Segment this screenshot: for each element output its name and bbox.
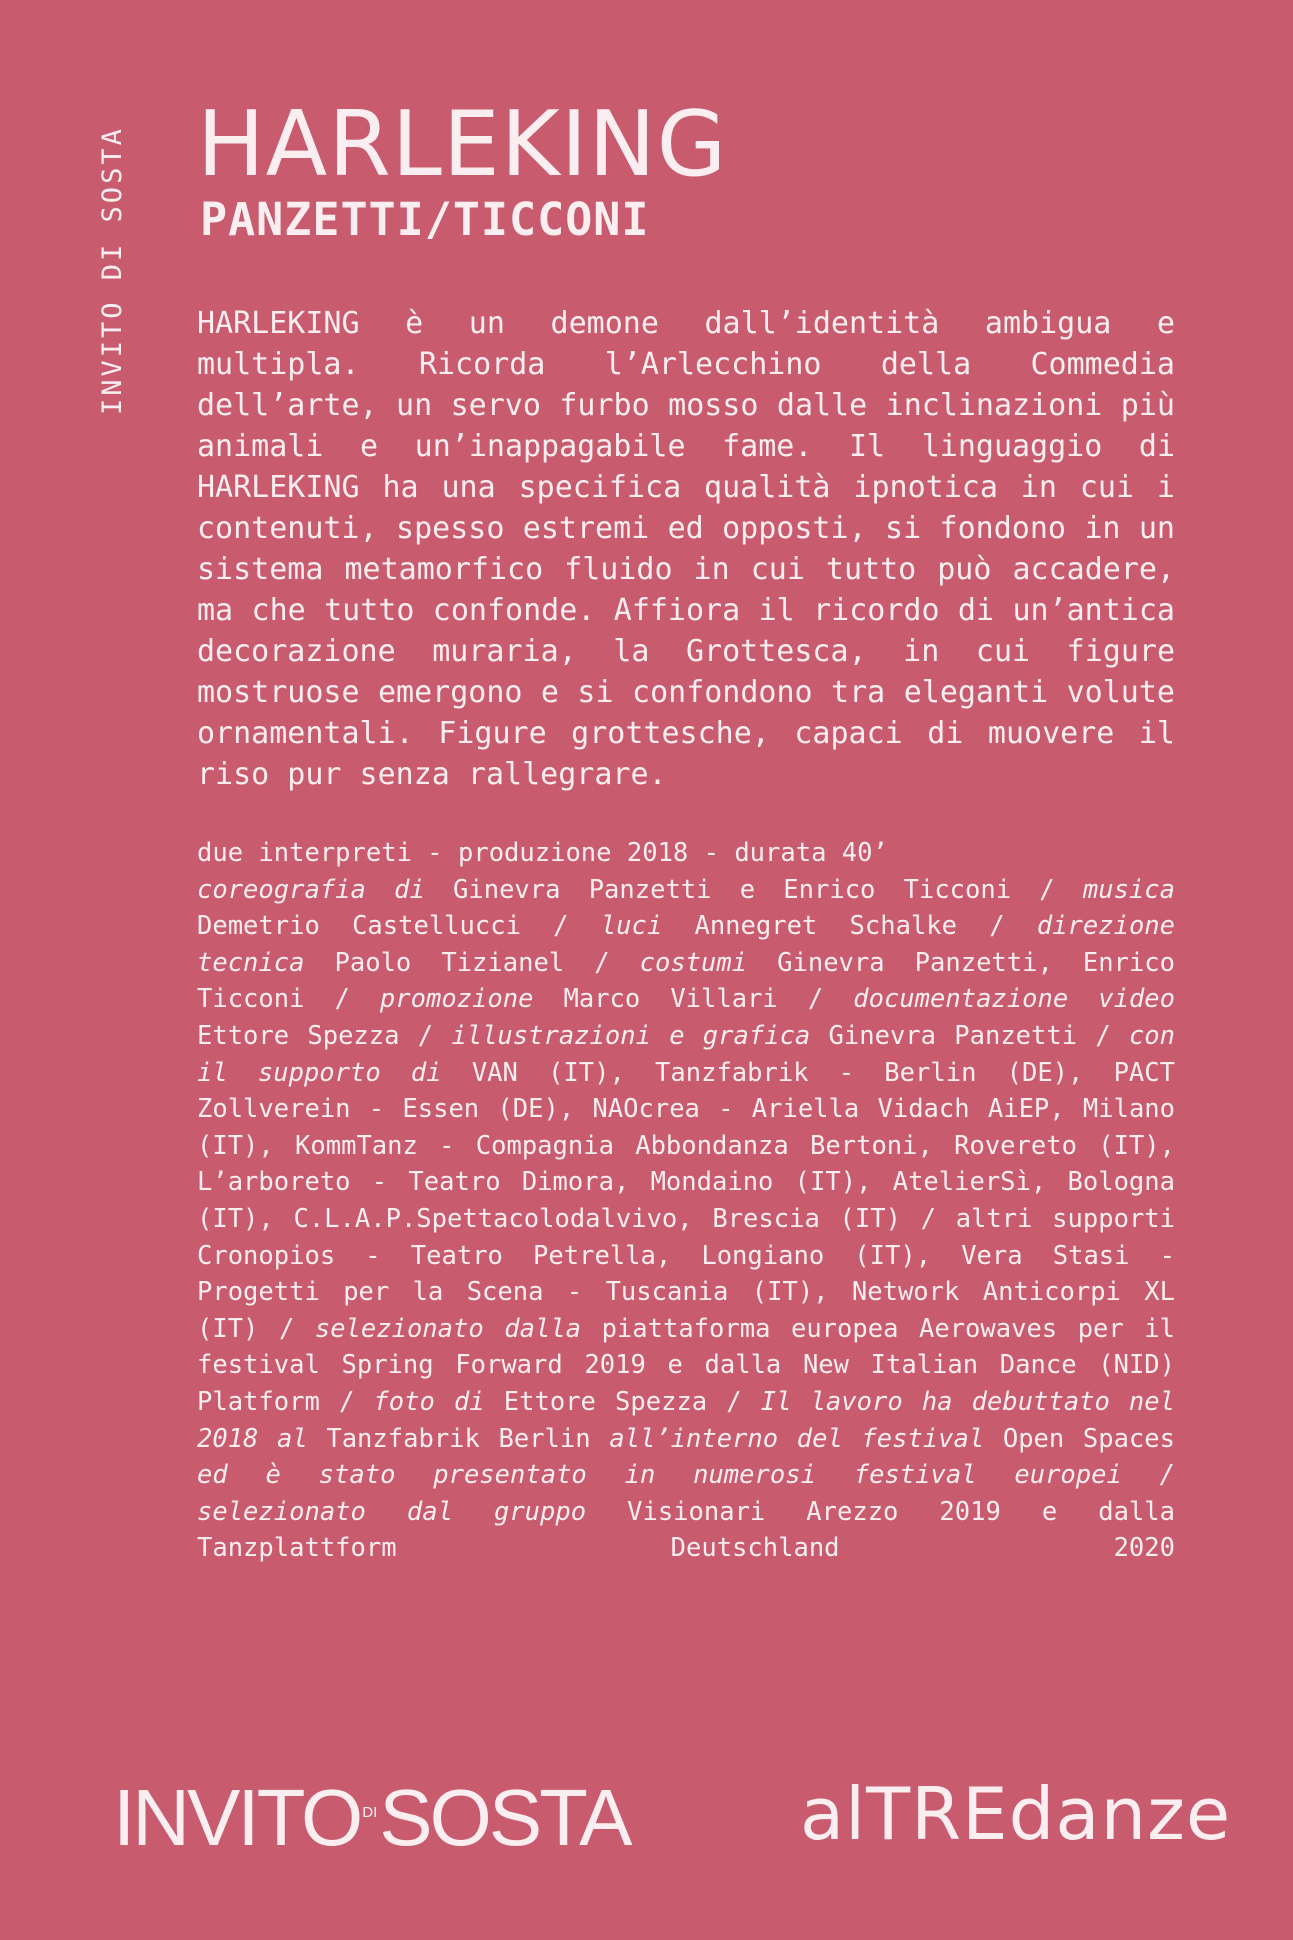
- credit-role: musica: [1082, 874, 1175, 905]
- page-title: HARLEKING: [197, 92, 728, 197]
- credit-text: piattaforma europea Aerowaves per il festival Spring Forward 2019 e dalla New Italian Dance (NID) Platform /: [197, 1313, 1175, 1417]
- side-label: INVITO DI SOSTA: [97, 126, 128, 415]
- credit-text: Ginevra Panzetti e Enrico Ticconi /: [424, 874, 1083, 905]
- credit-role: direzione tecnica: [197, 911, 1176, 978]
- page-subtitle: PANZETTI/TICCONI: [200, 193, 650, 246]
- credit-text: Ginevra Panzetti, Enrico Ticconi /: [197, 947, 1176, 1015]
- credit-role: illustrazioni e grafica: [451, 1020, 811, 1051]
- credit-text: Annegret Schalke /: [662, 911, 1037, 942]
- altredanze-logo: alTREdanze: [800, 1772, 1232, 1856]
- logo-word-di: DI: [362, 1804, 378, 1821]
- credit-role: foto di: [373, 1386, 485, 1417]
- credit-text: Visionari Arezzo 2019 e dalla Tanzplattform Deutschland 2020: [197, 1496, 1175, 1564]
- credits-intro: due interpreti - produzione 2018 - durata 40’: [197, 838, 888, 868]
- credit-text: Tanzfabrik Berlin: [307, 1423, 610, 1454]
- credit-role: luci: [600, 911, 663, 942]
- credit-role: con il supporto di: [197, 1020, 1176, 1088]
- credit-role: all’interno del festival: [609, 1423, 985, 1454]
- invito-di-sosta-logo: [113, 1773, 630, 1862]
- credit-text: Ginevra Panzetti /: [810, 1020, 1129, 1051]
- credit-text: Paolo Tizianel /: [304, 947, 640, 978]
- credit-text: VAN (IT), Tanzfabrik - Berlin (DE), PACT Zollverein - Essen (DE), NAOcrea - Ariella Vidach AiEP, Milano (IT), KommTanz - Compagnia Abbondanza Bertoni, Rovereto (IT), L’arboreto - Teatro Dimora, Mondaino (IT), AtelierSì, Bologna (IT), C.L.A.P.Spettacolodalvivo, Brescia (IT) / altri supporti Cronopios - Teatro Petrella, Longiano (IT), Vera Stasi - Progetti per la Scena - Tuscania (IT), Network Anticorpi XL (IT) /: [197, 1057, 1175, 1344]
- credits-block: [197, 835, 1175, 1567]
- credit-role: Il lavoro ha debuttato nel 2018 al: [197, 1386, 1175, 1454]
- credit-text: Open Spaces: [984, 1423, 1175, 1454]
- credit-role: costumi: [639, 947, 748, 978]
- credit-role: coreografia di: [197, 874, 425, 905]
- credit-role: ed è stato presentato in numerosi festival europei / selezionato dal gruppo: [197, 1460, 1175, 1527]
- credit-role: documentazione video: [853, 984, 1175, 1015]
- credit-role: selezionato dalla: [314, 1313, 582, 1344]
- description-paragraph: HARLEKING è un demone dall’identità ambigua e multipla. Ricorda l’Arlecchino della Commedia dell’arte, un servo furbo mosso dalle inclinazioni più animali e un’inappagabile fame. Il linguaggio di HARLEKING ha una specifica qualità ipnotica in cui i contenuti, spesso estremi ed opposti, si fondono in un sistema metamorfico fluido in cui tutto può accadere, ma che tutto confonde. Affiora il ricordo di un’antica decorazione muraria, la Grottesca, in cui figure mostruose emergono e si confondono tra eleganti volute ornamentali. Figure grottesche, capaci di muovere il riso pur senza rallegrare.: [197, 306, 1175, 792]
- logo-word-invito: INVITO: [113, 1773, 361, 1862]
- credit-role: promozione: [379, 984, 534, 1015]
- credit-text: Marco Villari /: [533, 984, 854, 1015]
- credit-text: Ettore Spezza /: [484, 1386, 761, 1417]
- credit-text: Demetrio Castellucci /: [197, 911, 601, 942]
- logo-word-sosta: SOSTA: [379, 1773, 630, 1862]
- credit-text: Ettore Spezza /: [197, 1020, 452, 1051]
